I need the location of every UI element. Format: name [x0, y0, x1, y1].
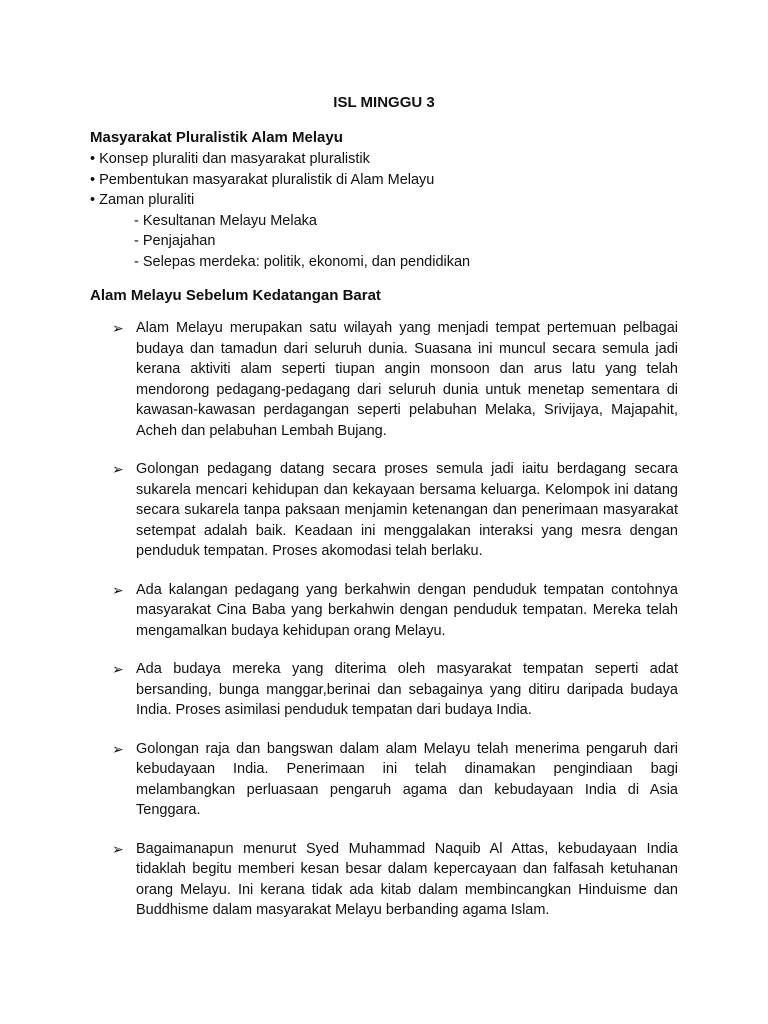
outline-bullet: • Konsep pluraliti dan masyarakat pluralistik [90, 151, 370, 167]
point-list [112, 318, 678, 939]
list-item [112, 318, 678, 441]
point-text: Golongan pedagang datang secara proses semula jadi iaitu berdagang secara sukarela mencari kehidupan dan kekayaan bersama keluarga. Kelompok ini datang secara sukarela tanpa paksaan menjamin ketenangan dan penerimaan masyarakat setempat adalah baik. Keadaan ini menggalakan interaksi yang mesra dengan penduduk tempatan. Proses akomodasi telah berlaku. [136, 461, 678, 559]
arrow-bullet-icon: ➢ [112, 320, 124, 336]
point-text: Golongan raja dan bangswan dalam alam Melayu telah menerima pengaruh dari kebudayaan India. Penerimaan ini telah dinamakan pengindiaan bagi melambangkan perluasaan pengaruh agama dan kebudayaan India di Asia Tenggara. [136, 740, 678, 818]
topic-outline [90, 149, 690, 272]
point-text: Alam Melayu merupakan satu wilayah yang menjadi tempat pertemuan pelbagai budaya dan tamadun dari seluruh dunia. Suasana ini muncul secara semula jadi kerana aktiviti alam seperti tiupan angin monsoon dan arus latu yang telah mendorong pedagang-pedagang dari seluruh dunia untuk menetap sementara di kawasan-kawasan perdagangan seperti pelabuhan Melaka, Srivijaya, Majapahit, Acheh dan pelabuhan Lembah Bujang. [136, 320, 678, 439]
arrow-bullet-icon: ➢ [112, 840, 124, 857]
arrow-bullet-icon: ➢ [112, 740, 124, 757]
outline-bullet: • Zaman pluraliti [90, 192, 195, 208]
list-item [112, 739, 678, 821]
outline-subitem: - Kesultanan Melayu Melaka [134, 212, 317, 229]
list-item [112, 659, 678, 721]
arrow-bullet-icon: ➢ [112, 661, 124, 677]
list-item [112, 839, 678, 921]
section-heading-pluralistik: Masyarakat Pluralistik Alam Melayu [90, 129, 343, 146]
arrow-bullet-icon: ➢ [112, 461, 124, 477]
point-text: Ada kalangan pedagang yang berkahwin dengan penduduk tempatan contohnya masyarakat Cina Baba yang berkahwin dengan penduduk tempatan. Mereka telah mengamalkan budaya kehidupan orang Melayu. [136, 581, 678, 639]
point-text: Ada budaya mereka yang diterima oleh masyarakat tempatan seperti adat bersanding, bunga manggar,berinai dan sebagainya yang ditiru daripada budaya India. Proses asimilasi penduduk tempatan dari budaya India. [136, 661, 678, 718]
section-heading-alam-melayu: Alam Melayu Sebelum Kedatangan Barat [90, 287, 381, 304]
list-item [112, 580, 678, 642]
outline-subitem: - Penjajahan [134, 233, 216, 249]
list-item [112, 459, 678, 562]
outline-subitem: - Selepas merdeka: politik, ekonomi, dan pendidikan [134, 253, 471, 270]
point-text: Bagaimanapun menurut Syed Muhammad Naquib Al Attas, kebudayaan India tidaklah begitu memberi kesan besar dalam kepercayaan dan falfasah ketuhanan orang Melayu. Ini kerana tidak ada kitab dalam membincangkan Hinduisme dan Buddhisme dalam masyarakat Melayu berbanding agama Islam. [136, 840, 678, 918]
arrow-bullet-icon: ➢ [112, 581, 124, 598]
outline-bullet: • Pembentukan masyarakat pluralistik di Alam Melayu [90, 171, 435, 188]
document-title: ISL MINGGU 3 [333, 94, 435, 111]
